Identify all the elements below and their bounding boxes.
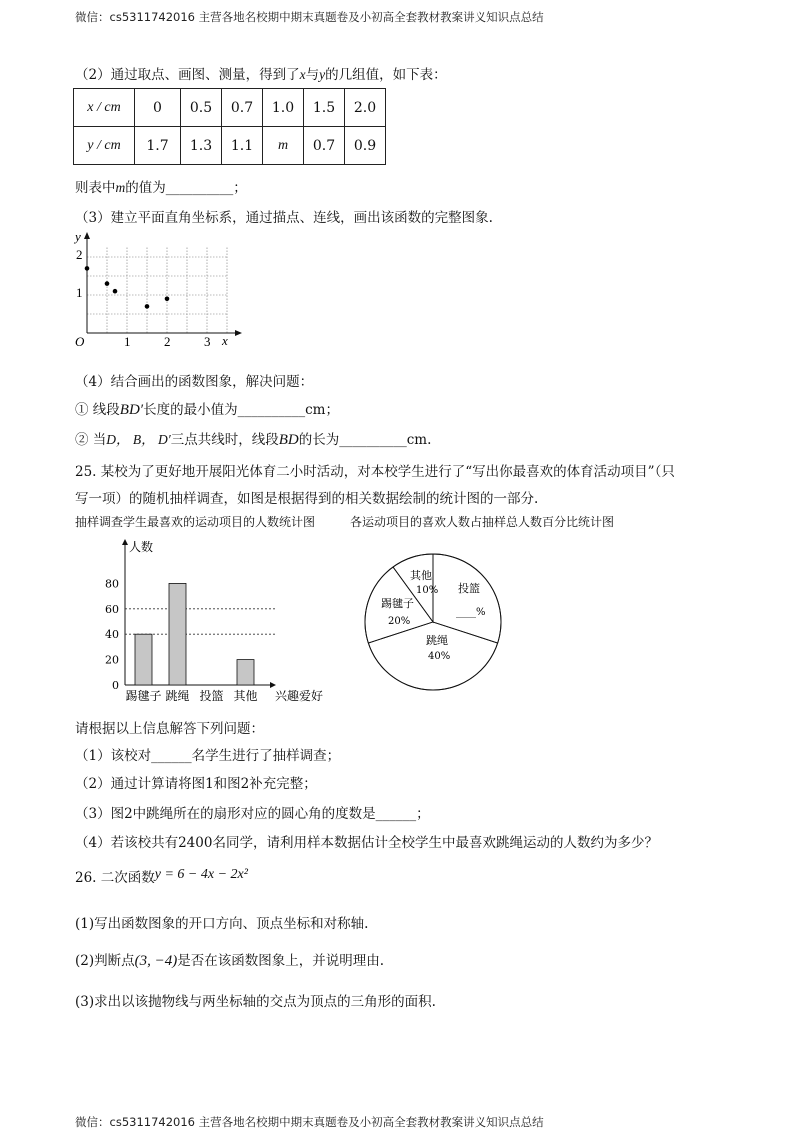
pie-label-other: 其他 bbox=[410, 569, 432, 582]
bar-x-label: 兴趣爱好 bbox=[275, 689, 324, 703]
bar-y-axis-arrow-icon bbox=[122, 539, 128, 545]
y-tick-label: 2 bbox=[76, 247, 83, 262]
bar bbox=[135, 634, 152, 685]
table-cell: 1.5 bbox=[304, 89, 345, 127]
page-header: 微信：cs5311742016 主营各地名校期中期末真题卷及小初高全套教材教案讲义知识点总结 bbox=[75, 10, 544, 24]
page-footer: 微信：cs5311742016 主营各地名校期中期末真题卷及小初高全套教材教案讲义知识点总结 bbox=[75, 1115, 544, 1129]
q25-q1: （1）该校对______名学生进行了抽样调查； bbox=[75, 748, 341, 764]
var-m: m bbox=[115, 180, 126, 195]
pie-label-shuttle: 踢毽子 bbox=[381, 597, 414, 610]
grid-lines bbox=[87, 248, 227, 334]
bar-y-tick-label: 0 bbox=[112, 679, 119, 692]
origin-label: O bbox=[75, 334, 85, 349]
bar-categories bbox=[125, 688, 257, 703]
q24-part4: （4）结合画出的函数图象，解决问题： bbox=[75, 374, 314, 390]
q26-stem bbox=[75, 866, 248, 887]
table-cell: 1.1 bbox=[222, 127, 263, 165]
pie-label-rope: 跳绳 bbox=[426, 634, 448, 647]
fill-m-prefix: 则表中 bbox=[75, 180, 116, 196]
fill-m-suffix: 的值为__________； bbox=[125, 180, 247, 196]
q26-p1: (1)写出函数图象的开口方向、顶点坐标和对称轴. bbox=[75, 916, 369, 932]
x-tick-label: 3 bbox=[204, 334, 211, 349]
pie-slices bbox=[365, 554, 501, 690]
chart2-caption: 各运动项目的喜欢人数占抽样总人数百分比统计图 bbox=[350, 515, 615, 529]
q24-part3: （3）建立平面直角坐标系，通过描点、连线，画出该函数的完整图象. bbox=[75, 210, 493, 226]
sub2-points: D， B， D′ bbox=[106, 432, 171, 447]
segment-bd: BD bbox=[278, 432, 299, 448]
table-cell: x / cm bbox=[74, 89, 135, 127]
pie-pct-other: 10% bbox=[416, 585, 439, 596]
q26-point: (3, −4) bbox=[134, 953, 178, 969]
table-cell: 0 bbox=[135, 89, 181, 127]
table-cell: 1.3 bbox=[181, 127, 222, 165]
sub2-mid: 三点共线时，线段 bbox=[170, 432, 279, 448]
sub2-prefix: ② 当 bbox=[75, 432, 107, 448]
q26-p2 bbox=[75, 949, 384, 970]
table-cell: 0.7 bbox=[304, 127, 345, 165]
bar bbox=[237, 660, 254, 685]
bar bbox=[169, 583, 186, 685]
bar-y-tick-label: 60 bbox=[105, 602, 119, 616]
bar-chart bbox=[95, 535, 365, 705]
q25-stem-line2: 写一项）的随机抽样调查，如图是根据得到的相关数据绘制的统计图的一部分. bbox=[75, 491, 539, 507]
scatter-point bbox=[165, 297, 170, 302]
bar-category-label: 其他 bbox=[233, 689, 258, 703]
q26-formula: y = 6 − 4x − 2x² bbox=[154, 867, 248, 882]
scatter-graph bbox=[65, 227, 245, 352]
pie-label-basketball: 投篮 bbox=[458, 582, 480, 595]
segment-bd-prime: BD′ bbox=[119, 402, 144, 418]
pie-pct-basketball: ____% bbox=[456, 607, 486, 618]
table-cell: 1.0 bbox=[263, 89, 304, 127]
y-tick-label: 1 bbox=[76, 285, 83, 300]
x-axis-arrow-icon bbox=[235, 330, 242, 336]
var-y: y bbox=[319, 67, 326, 82]
chart1-caption: 抽样调查学生最喜欢的运动项目的人数统计图 bbox=[75, 515, 316, 529]
q25-ask: 请根据以上信息解答下列问题： bbox=[75, 721, 264, 737]
table-row-y bbox=[74, 127, 386, 165]
q24-part2-suffix: 的几组值，如下表： bbox=[325, 67, 447, 83]
q26-p3: (3)求出以该抛物线与两坐标轴的交点为顶点的三角形的面积. bbox=[75, 994, 436, 1010]
table-cell: 1.7 bbox=[135, 127, 181, 165]
var-x: x bbox=[299, 67, 306, 82]
bar-y-label: 人数 bbox=[129, 540, 154, 554]
pie-pct-shuttle: 20% bbox=[388, 616, 411, 627]
x-tick-label: 2 bbox=[164, 334, 171, 349]
x-axis-label: x bbox=[222, 333, 228, 348]
q25-q4: （4）若该校共有2400名同学，请利用样本数据估计全校学生中最喜欢跳绳运动的人数约为多少？ bbox=[75, 835, 658, 851]
bar-x-axis-arrow-icon bbox=[270, 682, 276, 688]
scatter-point bbox=[113, 289, 118, 294]
q26-stem-prefix: 26. 二次函数 bbox=[75, 870, 155, 886]
bar-reference-lines bbox=[125, 609, 277, 634]
scatter-point bbox=[85, 266, 90, 271]
bar-y-tick-label: 40 bbox=[105, 628, 119, 642]
q24-part2-text bbox=[75, 63, 447, 83]
bar-category-label: 投篮 bbox=[199, 689, 224, 703]
q24-sub2 bbox=[75, 428, 431, 449]
sub1-prefix: ① 线段 bbox=[75, 402, 120, 418]
bar-y-tick-label: 80 bbox=[105, 577, 119, 591]
scatter-point bbox=[145, 304, 150, 309]
pie-chart bbox=[360, 552, 530, 697]
bar-category-label: 踢毽子 bbox=[125, 689, 162, 703]
table-cell: 2.0 bbox=[345, 89, 386, 127]
scatter-point bbox=[105, 281, 110, 286]
q26-p2-prefix: (2)判断点 bbox=[75, 953, 135, 969]
y-axis-arrow-icon bbox=[84, 232, 90, 239]
q26-p2-suffix: 是否在该函数图象上，并说明理由. bbox=[177, 953, 385, 969]
table-cell: y / cm bbox=[74, 127, 135, 165]
table-cell: m bbox=[263, 127, 304, 165]
table-row-x bbox=[74, 89, 386, 127]
bar-y-ticks bbox=[105, 577, 119, 692]
table-cell: 0.7 bbox=[222, 89, 263, 127]
table-cell: 0.9 bbox=[345, 127, 386, 165]
q24-sub1 bbox=[75, 398, 339, 419]
sub2-suffix: 的长为__________cm. bbox=[298, 432, 432, 448]
q25-stem-line1: 25. 某校为了更好地开展阳光体育二小时活动，对本校学生进行了“写出你最喜欢的体育活动项目”（只 bbox=[75, 464, 675, 480]
y-axis-label: y bbox=[75, 229, 81, 244]
q25-q2: （2）通过计算请将图1和图2补充完整； bbox=[75, 776, 317, 792]
q25-q3: （3）图2中跳绳所在的扇形对应的圆心角的度数是______； bbox=[75, 806, 430, 822]
q24-part2-mid: 与 bbox=[305, 67, 320, 83]
x-tick-label: 1 bbox=[124, 334, 131, 349]
sub1-suffix: 长度的最小值为__________cm； bbox=[143, 402, 339, 418]
q24-part2-prefix: （2）通过取点、画图、测量，得到了 bbox=[75, 67, 300, 83]
bar-category-label: 跳绳 bbox=[165, 689, 190, 703]
table-cell: 0.5 bbox=[181, 89, 222, 127]
xy-value-table bbox=[73, 88, 386, 165]
pie-pct-rope: 40% bbox=[428, 651, 451, 662]
bar-y-tick-label: 20 bbox=[105, 653, 119, 667]
q24-fill-m bbox=[75, 176, 247, 196]
